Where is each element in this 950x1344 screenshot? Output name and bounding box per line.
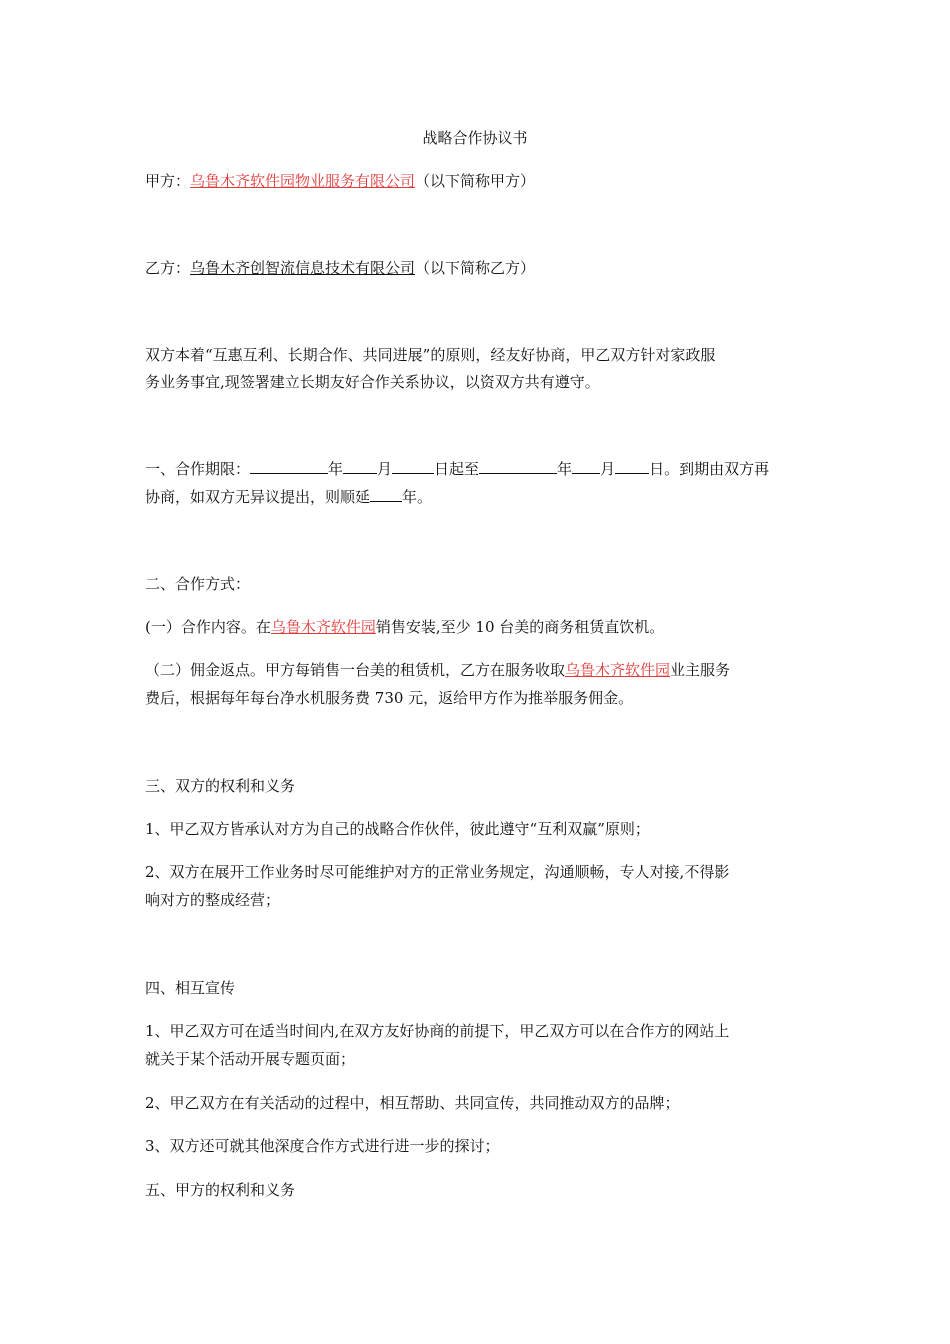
section2-item2-line-2: 费后，根据每年每台净水机服务费 730 元，返给甲方作为推举服务佣金。 — [145, 689, 634, 707]
section1-year-suffix: 年。 — [402, 488, 433, 506]
end-day-blank — [615, 458, 649, 474]
start-month-blank — [343, 458, 377, 474]
section3-item1: 1、甲乙双方皆承认对方为自己的战略合作伙伴，彼此遵守“互利双赢”原则； — [145, 820, 650, 838]
section3-item2-line-1: 2、双方在展开工作业务时尽可能维护对方的正常业务规定，沟通顺畅，专人对接,不得影 — [145, 863, 730, 881]
section2-item2-prefix: （二）佣金返点。甲方每销售一台美的租赁机，乙方在服务收取 — [145, 661, 566, 679]
start-day-blank — [392, 458, 434, 474]
party-a-name: 乌鲁木齐软件园物业服务有限公司 — [190, 172, 416, 190]
section5-heading: 五、甲方的权利和义务 — [145, 1181, 296, 1199]
intro-line-2: 务业务事宜,现签署建立长期友好合作关系协议，以资双方共有遵守。 — [145, 373, 600, 391]
month-label: 月 — [600, 460, 616, 478]
year-label: 年 — [328, 460, 344, 478]
section4-item3: 3、双方还可就其他深度合作方式进行进一步的探讨； — [145, 1137, 500, 1155]
section2-item1 — [145, 617, 805, 637]
section1-line-1 — [145, 458, 805, 479]
party-a-suffix: （以下简称甲方） — [415, 172, 536, 190]
section2-item2-suffix: 业主服务 — [670, 661, 731, 679]
section1-line-2 — [145, 486, 805, 507]
section4-heading: 四、相互宣传 — [145, 979, 236, 997]
end-year-blank — [479, 458, 557, 474]
section3-item2-line-2: 响对方的整成经营； — [145, 891, 281, 909]
party-b-label: 乙方： — [145, 259, 191, 277]
park-name-link: 乌鲁木齐软件园 — [270, 618, 376, 636]
renew-years-blank — [370, 486, 402, 502]
day-from-label: 日起至 — [434, 460, 480, 478]
end-month-blank — [572, 458, 600, 474]
year-label: 年 — [557, 460, 573, 478]
section2-heading: 二、合作方式： — [145, 575, 251, 593]
party-a-label: 甲方： — [145, 172, 191, 190]
section2-item1-suffix: 销售安装,至少 10 台美的商务租赁直饮机。 — [375, 618, 665, 636]
day-to-label: 日。到期由双方再 — [649, 460, 770, 478]
section1-renew-text: 协商，如双方无异议提出，则顺延 — [145, 488, 371, 506]
park-name-link: 乌鲁木齐软件园 — [565, 661, 671, 679]
section4-item1-line-2: 就关于某个活动开展专题页面； — [145, 1050, 356, 1068]
month-label: 月 — [377, 460, 393, 478]
party-a-line — [145, 171, 805, 191]
start-year-blank — [250, 458, 328, 474]
section2-item2-line-1 — [145, 660, 805, 680]
party-b-name: 乌鲁木齐创智流信息技术有限公司 — [190, 259, 416, 277]
intro-line-1: 双方本着“互惠互利、长期合作、共同进展”的原则，经友好协商，甲乙双方针对家政服 — [145, 346, 716, 364]
section4-item1-line-1: 1、甲乙双方可在适当时间内,在双方友好协商的前提下，甲乙双方可以在合作方的网站上 — [145, 1022, 730, 1040]
document-title: 战略合作协议书 — [422, 129, 528, 147]
party-b-line — [145, 258, 805, 278]
section1-prefix: 一、合作期限： — [145, 460, 251, 478]
section4-item2: 2、甲乙双方在有关活动的过程中，相互帮助、共同宣传，共同推动双方的品牌； — [145, 1094, 680, 1112]
party-b-suffix: （以下简称乙方） — [415, 259, 536, 277]
section2-item1-prefix: (一）合作内容。在 — [145, 618, 271, 636]
section3-heading: 三、双方的权利和义务 — [145, 777, 296, 795]
